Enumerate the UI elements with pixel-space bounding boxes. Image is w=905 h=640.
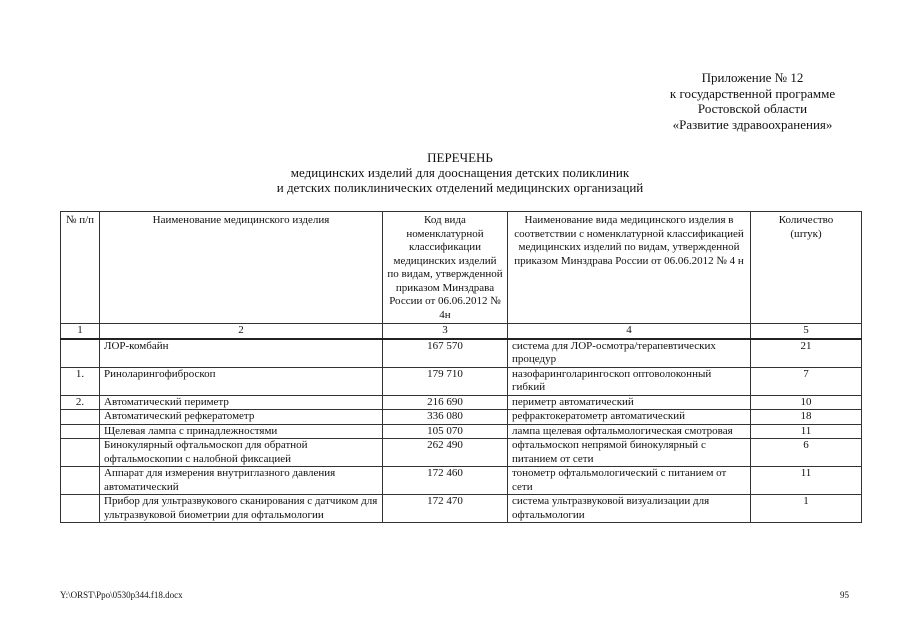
cell-num (61, 467, 100, 495)
cell-device-name: Аппарат для измерения внутриглазного давления автоматический (100, 467, 383, 495)
cell-device-name: Автоматический рефкератометр (100, 410, 383, 425)
cell-device-type: система ультразвуковой визуализации для офтальмологии (508, 495, 751, 523)
appendix-program-name: «Развитие здравоохранения» (672, 116, 833, 132)
cell-device-name: Автоматический периметр (100, 395, 383, 410)
table-row (61, 410, 862, 425)
column-number: 2 (100, 324, 383, 339)
cell-code: 172 460 (383, 467, 508, 495)
header-type: Наименование вида медицинского изделия в соответствии с номенклатурной классификацией медицинских изделий по видам, утвержденной приказом Минздрава России от 06.06.2012 № 4 н (508, 212, 751, 324)
column-number: 3 (383, 324, 508, 339)
cell-device-name: ЛОР-комбайн (100, 339, 383, 368)
header-qty: Количество (штук) (751, 212, 862, 324)
document-title: ПЕРЕЧЕНЬ (427, 150, 493, 165)
cell-num (61, 424, 100, 439)
cell-device-type: рефрактокератометр автоматический (508, 410, 751, 425)
cell-device-name: Прибор для ультразвукового сканирования с датчиком для ультразвуковой биометрии для офтальмологии (100, 495, 383, 523)
cell-quantity: 21 (751, 339, 862, 368)
table-row (61, 367, 862, 395)
document-subtitle-line2: и детских поликлинических отделений медицинских организаций (276, 180, 644, 195)
cell-device-type: лампа щелевая офтальмологическая смотровая (508, 424, 751, 439)
cell-code: 172 470 (383, 495, 508, 523)
cell-code: 167 570 (383, 339, 508, 368)
table-row (61, 439, 862, 467)
cell-code: 179 710 (383, 367, 508, 395)
document-subtitle-line1: медицинских изделий для дооснащения детских поликлиник (290, 165, 630, 180)
cell-device-type: периметр автоматический (508, 395, 751, 410)
equipment-table (60, 211, 862, 523)
cell-device-type: система для ЛОР-осмотра/терапевтических процедур (508, 339, 751, 368)
cell-quantity: 1 (751, 495, 862, 523)
cell-quantity: 11 (751, 424, 862, 439)
cell-code: 336 080 (383, 410, 508, 425)
cell-code: 105 070 (383, 424, 508, 439)
document-heading (230, 150, 690, 195)
cell-code: 262 490 (383, 439, 508, 467)
cell-device-name: Риноларингофиброскоп (100, 367, 383, 395)
column-number: 5 (751, 324, 862, 339)
cell-code: 216 690 (383, 395, 508, 410)
footer-file-path: Y:\ORST\Ppo\0530p344.f18.docx (60, 590, 183, 600)
appendix-header (600, 70, 905, 132)
table-row (61, 467, 862, 495)
cell-quantity: 6 (751, 439, 862, 467)
appendix-region: Ростовской области (697, 101, 808, 116)
cell-device-name: Щелевая лампа с принадлежностями (100, 424, 383, 439)
cell-num (61, 439, 100, 467)
cell-num: 2. (61, 395, 100, 410)
cell-quantity: 11 (751, 467, 862, 495)
column-number: 4 (508, 324, 751, 339)
table-row (61, 495, 862, 523)
table-row (61, 424, 862, 439)
table-row (61, 395, 862, 410)
header-name: Наименование медицинского изделия (100, 212, 383, 324)
appendix-program: к государственной программе (669, 85, 836, 101)
cell-quantity: 10 (751, 395, 862, 410)
cell-device-type: офтальмоскоп непрямой бинокулярный с питанием от сети (508, 439, 751, 467)
cell-device-type: назофаринголарингоскоп оптоволоконный гибкий (508, 367, 751, 395)
cell-num (61, 495, 100, 523)
table-header-row (61, 212, 862, 324)
cell-num (61, 410, 100, 425)
header-num: № п/п (61, 212, 100, 324)
page-number: 95 (840, 590, 849, 600)
appendix-number: Приложение № 12 (701, 70, 804, 85)
cell-num (61, 339, 100, 368)
cell-device-name: Бинокулярный офтальмоскоп для обратной офтальмоскопии с налобной фиксацией (100, 439, 383, 467)
column-number-row (61, 324, 862, 339)
cell-device-type: тонометр офтальмологический с питанием от сети (508, 467, 751, 495)
column-number: 1 (61, 324, 100, 339)
table-row (61, 339, 862, 368)
cell-num: 1. (61, 367, 100, 395)
cell-quantity: 7 (751, 367, 862, 395)
cell-quantity: 18 (751, 410, 862, 425)
header-code: Код вида номенклатурной классификации медицинских изделий по видам, утвержденной приказом Минздрава России от 06.06.2012 № 4н (383, 212, 508, 324)
